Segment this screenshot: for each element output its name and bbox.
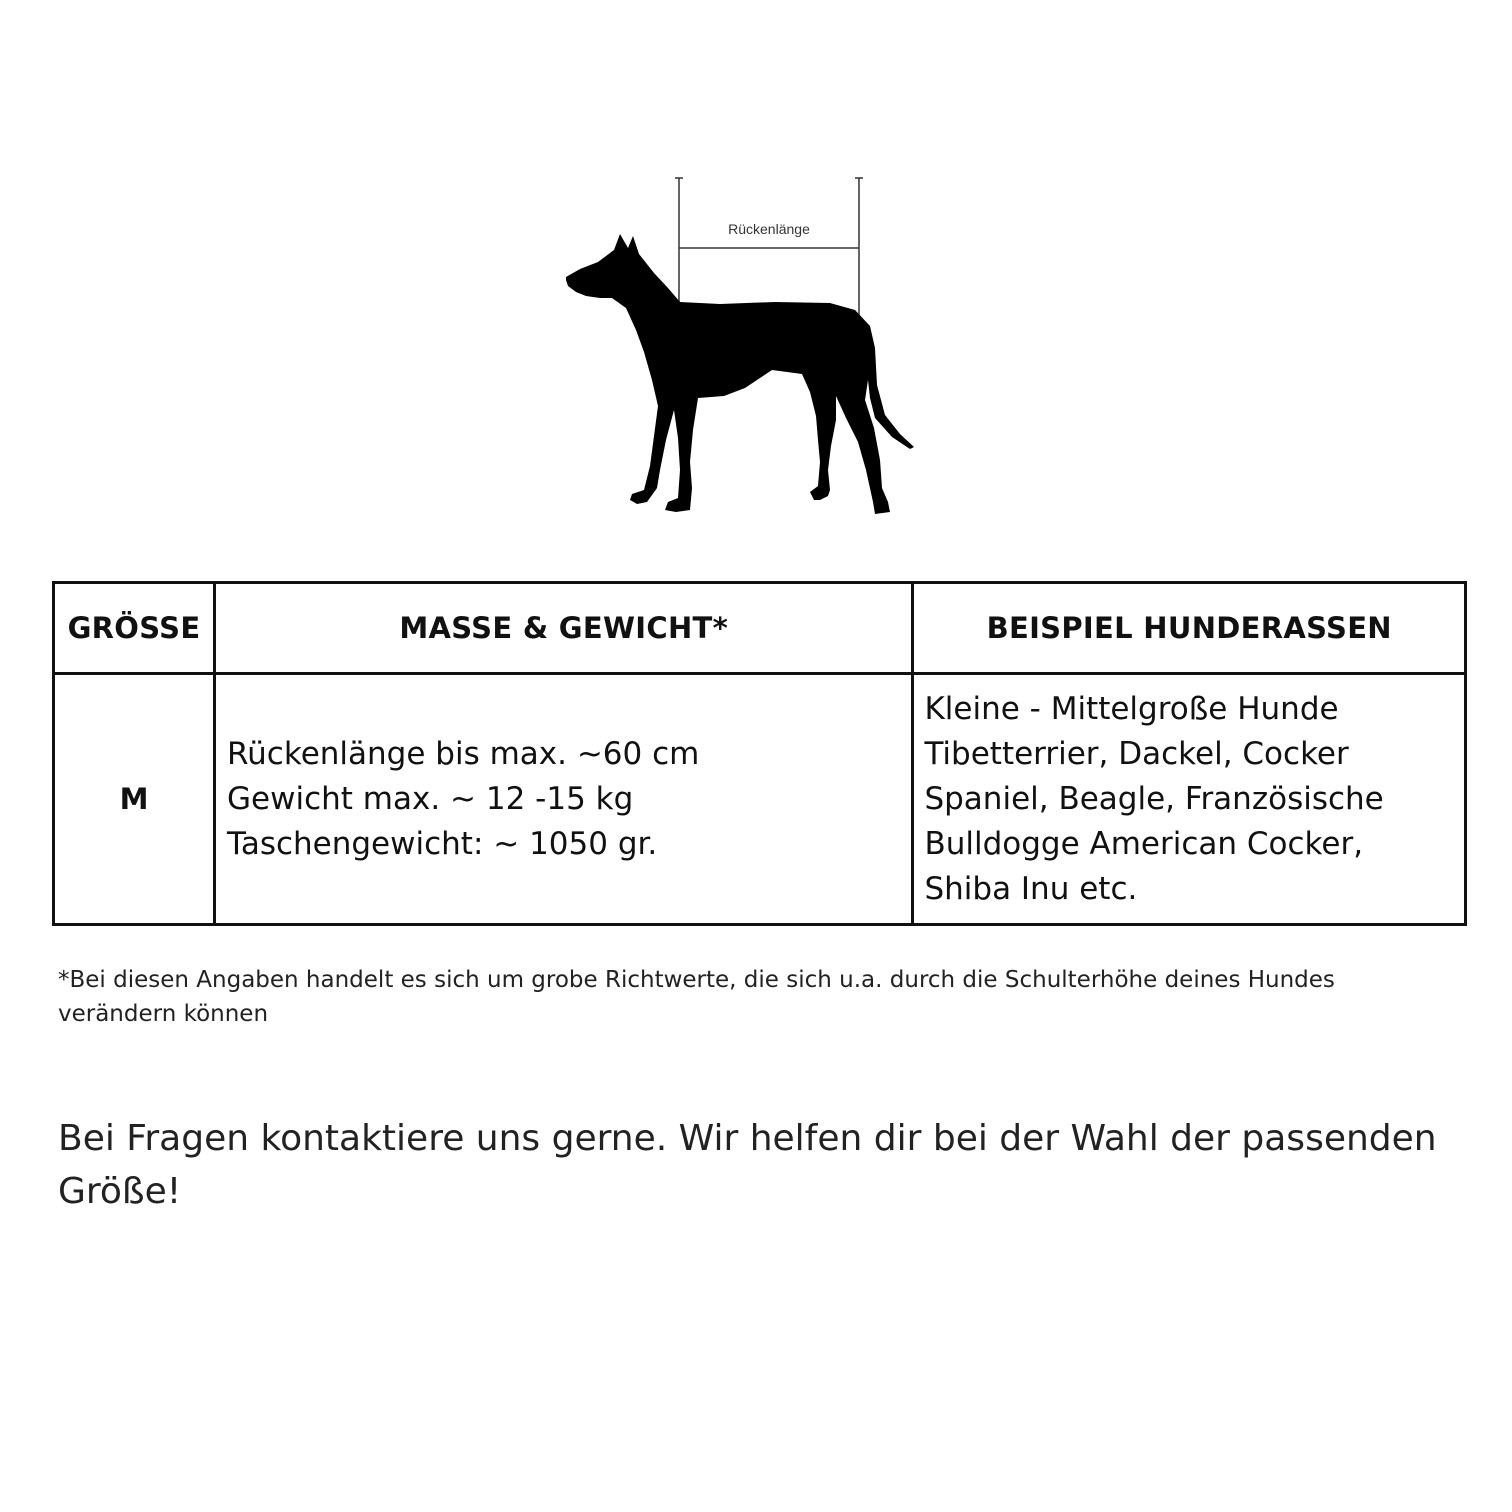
size-value: M bbox=[54, 674, 215, 925]
table-row bbox=[54, 674, 1466, 925]
size-table bbox=[52, 581, 1467, 926]
breed-line: Spaniel, Beagle, Französische bbox=[924, 780, 1384, 817]
breeds-cell bbox=[913, 674, 1466, 925]
table-header-row bbox=[54, 583, 1466, 674]
measure-cell bbox=[215, 674, 913, 925]
breed-line: Tibetterrier, Dackel, Cocker bbox=[924, 735, 1349, 772]
header-size: GRÖSSE bbox=[54, 583, 215, 674]
breed-line: Kleine - Mittelgroße Hunde bbox=[924, 690, 1339, 727]
dog-silhouette-icon bbox=[566, 234, 914, 514]
dog-measurement-svg bbox=[540, 170, 940, 530]
contact-text: Bei Fragen kontaktiere uns gerne. Wir helfen dir bei der Wahl der passenden Größe! bbox=[58, 1118, 1437, 1212]
breed-line: Shiba Inu etc. bbox=[924, 870, 1138, 907]
measure-label: Rückenlänge bbox=[728, 221, 810, 237]
header-breeds: BEISPIEL HUNDERASSEN bbox=[913, 583, 1466, 674]
back-length-text: Rückenlänge bis max. ~60 cm bbox=[227, 735, 700, 772]
dog-measurement-figure bbox=[540, 170, 940, 530]
weight-text: Gewicht max. ~ 12 -15 kg bbox=[227, 780, 634, 817]
breed-line: Bulldogge American Cocker, bbox=[924, 825, 1364, 862]
bag-weight-text: Taschengewicht: ~ 1050 gr. bbox=[227, 825, 658, 862]
footnote-text: *Bei diesen Angaben handelt es sich um grobe Richtwerte, die sich u.a. durch die Schulterhöhe deines Hundes verändern können bbox=[58, 967, 1335, 1027]
header-measure: MASSE & GEWICHT* bbox=[215, 583, 913, 674]
